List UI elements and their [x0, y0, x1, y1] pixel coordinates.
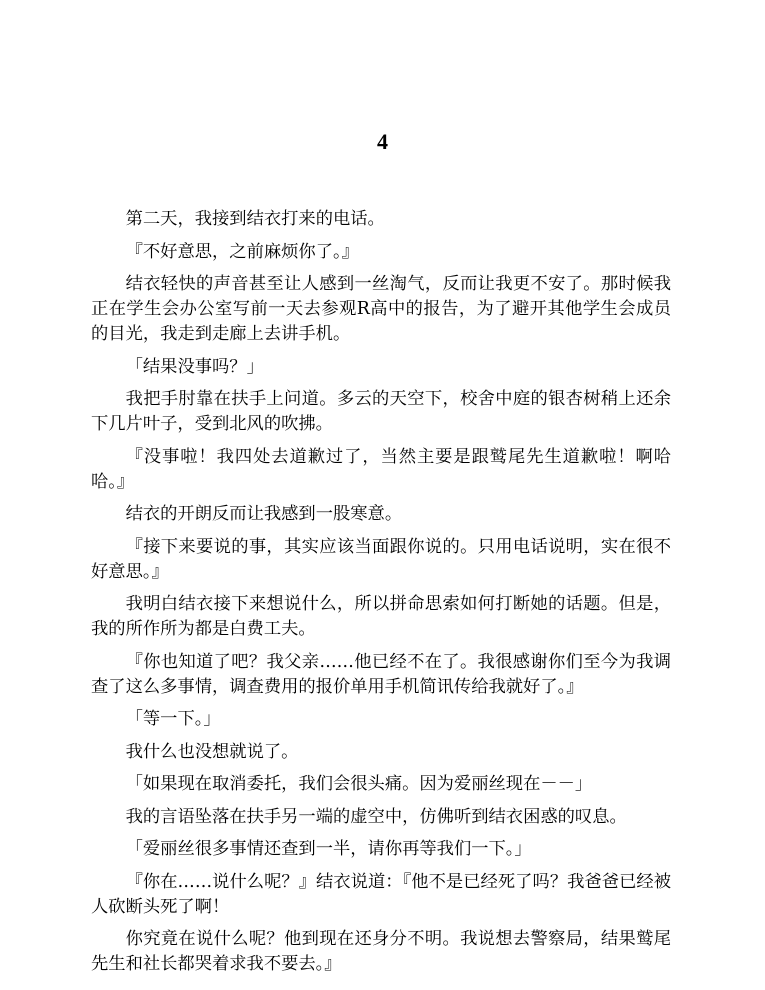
- paragraph: 我的言语坠落在扶手另一端的虚空中，仿佛听到结衣困惑的叹息。: [125, 806, 627, 827]
- paragraph: 你究竟在说什么呢？他到现在还身分不明。我说想去警察局，结果鹫尾先生和社长都哭着求我不要去。』: [91, 929, 671, 974]
- paragraph: 『你也知道了吧？我父亲……他已经不在了。我很感谢你们至今为我调查了这么多事情，调查费用的报价单用手机简讯传给我就好了。』: [91, 651, 671, 697]
- paragraph: 『接下来要说的事，其实应该当面跟你说的。只用电话说明，实在很不好意思。』: [91, 536, 671, 582]
- paragraph: 我明白结衣接下来想说什么，所以拼命思索如何打断她的话题。但是，我的所作所为都是白费工夫。: [91, 594, 671, 639]
- chapter-number: 4: [377, 129, 388, 154]
- paragraph: 结衣的开朗反而让我感到一股寒意。: [125, 504, 403, 524]
- paragraph: 结衣轻快的声音甚至让人感到一丝淘气，反而让我更不安了。那时候我正在学生会办公室写前一天去参观R高中的报告，为了避开其他学生会成员的目光，我走到走廊上去讲手机。: [91, 274, 671, 344]
- paragraph: 「等一下。」: [125, 709, 221, 729]
- chapter-body: [91, 207, 671, 985]
- paragraph: 第二天，我接到结衣打来的电话。: [125, 209, 385, 229]
- paragraph: 『不好意思，之前麻烦你了。』: [125, 241, 359, 262]
- paragraph: 我什么也没想就说了。: [125, 741, 299, 762]
- paragraph: 我把手肘靠在扶手上问道。多云的天空下，校舍中庭的银杏树稍上还余下几片叶子，受到北风的吹拂。: [91, 389, 671, 434]
- paragraph: 『你在……说什么呢？』结衣说道：『他不是已经死了吗？我爸爸已经被人砍断头死了啊！: [91, 871, 671, 917]
- paragraph: 「如果现在取消委托，我们会很头痛。因为爱丽丝现在－－」: [125, 774, 593, 794]
- paragraph: 「爱丽丝很多事情还查到一半，请你再等我们一下。」: [125, 839, 532, 859]
- paragraph: 『没事啦！我四处去道歉过了，当然主要是跟鹫尾先生道歉啦！啊哈哈。』: [91, 446, 671, 492]
- paragraph: 「结果没事吗？」: [125, 356, 264, 377]
